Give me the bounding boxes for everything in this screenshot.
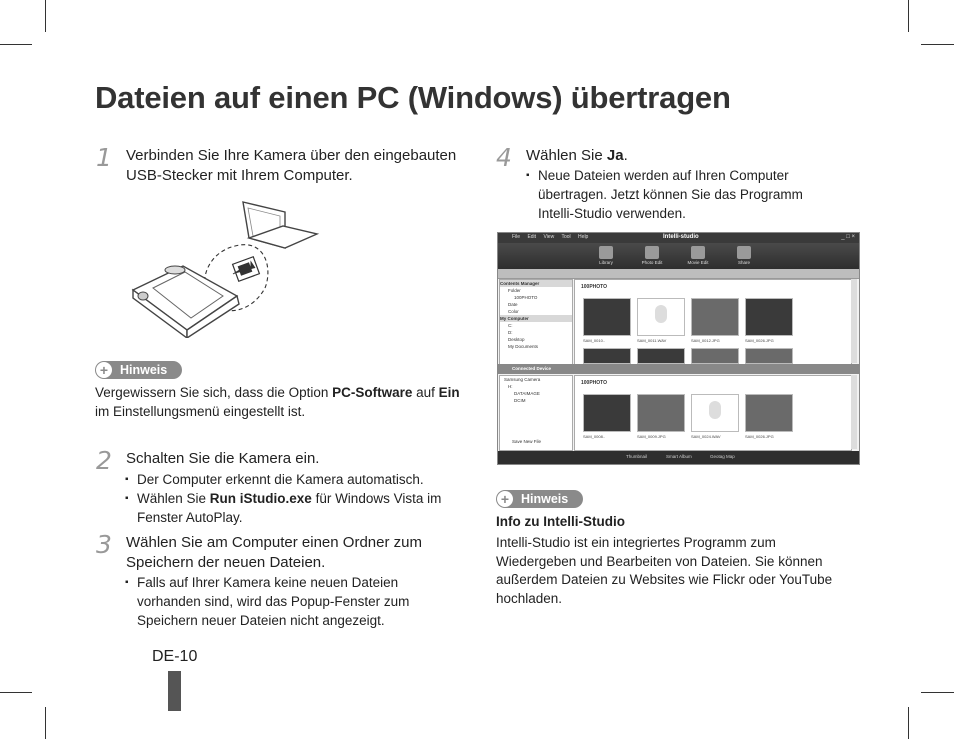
crop-mark [45,707,46,739]
toolbar-label: Share [737,260,750,265]
thumbnail-caption: SAM_0024.WAV [691,434,721,439]
library-icon [599,246,613,259]
thumbnail [583,348,631,364]
photo-edit-icon [645,246,659,259]
app-menu: File Edit View Tool Help [512,234,589,240]
thumbnail-area [574,279,852,365]
step-bold: Ja [606,147,624,164]
camera-laptop-illustration [125,198,325,338]
note-bold: PC-Software [332,385,413,400]
bullet-list [125,573,455,630]
thumbnail-caption: SAM_0026.JPG [745,338,774,343]
bullet-text-part: für Windows Vista im Fenster AutoPlay. [137,491,442,525]
microphone-icon [655,305,667,323]
thumbnail-caption: SAM_0009.JPG [637,434,666,439]
globe-icon [737,246,751,259]
crop-mark [921,692,954,693]
thumbnail [745,348,793,364]
thumbnail-caption: SAM_0026.JPG [745,434,774,439]
plus-icon: + [497,491,513,507]
note-badge-label: Hinweis [521,492,569,506]
crop-mark [908,0,909,32]
tree-item: D: [508,330,513,335]
tree-item: Samsung Camera [504,377,541,382]
step-number: 1 [96,143,112,172]
scrollbar [851,375,857,449]
step-text [526,146,856,166]
thumbnail-caption: SAM_0011.WAV [637,338,667,343]
thumbnail [583,394,631,432]
microphone-icon [709,401,721,419]
note-badge-label: Hinweis [120,363,168,377]
note-text-part: Vergewissern Sie sich, dass die Option [95,385,333,400]
thumbnail [745,298,793,336]
share-button [733,246,755,265]
step-text: Wählen Sie am Computer einen Ordner zum Speichern der neuen Dateien. [126,534,422,571]
movie-edit-icon [691,246,705,259]
intelli-studio-screenshot [497,232,860,465]
tree-item: Date [508,302,518,307]
step-text-part: . [623,147,628,164]
note-bold: Ein [438,385,460,400]
crop-mark [921,44,954,45]
note-text-part: im Einstellungsmenü eingestellt ist. [95,403,306,419]
toolbar-label: Photo Edit [641,260,663,265]
bullet-list [125,470,455,527]
tree-item: Color [508,309,519,314]
crop-mark [908,707,909,739]
thumbnail [745,394,793,432]
scrollbar [851,279,857,363]
folder-label: 100PHOTO [581,380,608,386]
thumbnail-caption: SAM_0010.. [583,338,606,343]
tree-item: 100PHOTO [514,295,538,300]
view-smart-album-label: Smart Album [666,454,692,459]
device-bar-label: Connected Device [512,366,552,371]
thumbnail [691,298,739,336]
window-buttons: _ □ × [841,234,855,240]
thumbnail-caption: SAM_0008.. [583,434,606,439]
bullet-text-part: Wählen Sie [137,491,210,506]
note-text [95,384,465,421]
thumbnail [637,348,685,364]
library-button [595,246,617,265]
crop-mark [45,0,46,32]
tree-item: DATAIMAGE [514,391,540,396]
thumbnail [583,298,631,336]
step-number: 4 [496,143,512,172]
app-bottombar [498,451,859,464]
tree-item: Save New File [512,439,542,444]
connected-device-bar [498,364,859,374]
thumbnail [691,348,739,364]
page-number: DE-10 [152,648,198,665]
app-subbar [498,269,859,279]
step-number: 3 [96,530,112,559]
thumbnail [637,298,685,336]
note-text-part: auf [412,385,439,400]
panel-heading: Contents Manager [500,280,572,287]
camera-icon [133,266,239,338]
view-geotag-label: Geotag Map [710,454,735,459]
step-text: Schalten Sie die Kamera ein. [126,450,320,467]
tree-item: Folder [508,288,521,293]
movie-edit-button [687,246,709,265]
crop-mark [0,44,32,45]
thumbnail-caption: SAM_0012.JPG [691,338,720,343]
folder-label: 100PHOTO [581,284,608,290]
app-title: Intelli-studio [663,234,699,240]
tree-item: My Documents [508,344,539,349]
note-heading: Info zu Intelli-Studio [496,514,625,529]
note-badge [95,361,182,379]
list-item: ▪ Neue Dateien werden auf Ihren Computer übertragen. Jetzt können Sie das Programm Intelli-Studio verwenden. [526,166,836,223]
thumbnail [691,394,739,432]
page-title: Dateien auf einen PC (Windows) übertragen [95,80,731,115]
page-tab-marker [168,671,181,711]
view-thumbnail-label: Thumbnail [626,454,648,459]
tree-item: DCIM [514,398,526,403]
contents-manager-panel [499,279,573,365]
bullet-list [526,166,836,223]
device-panel [499,375,573,451]
list-item: ▪ Falls auf Ihrer Kamera keine neuen Dateien vorhanden sind, wird das Popup-Fenster zum Speichern neuer Dateien nicht angezeigt. [125,573,455,630]
step-text: Verbinden Sie Ihre Kamera über den eingebauten USB-Stecker mit Ihrem Computer. [126,147,457,184]
list-item [125,489,455,527]
note-text: Intelli-Studio ist ein integriertes Programm zum Wiedergeben und Bearbeiten von Dateien. Sie können außerdem Dateien zu Websites wie Flickr oder YouTube hochladen. [496,535,833,606]
device-thumbnail-area [574,375,852,451]
app-titlebar [498,233,859,243]
app-toolbar [498,243,859,269]
step-number: 2 [96,446,112,475]
list-item: ▪ Der Computer erkennt die Kamera automatisch. [125,470,455,489]
thumbnail [637,394,685,432]
photo-edit-button [641,246,663,265]
usb-connector-icon [233,257,260,281]
tree-item: H: [508,384,513,389]
plus-icon: + [96,362,112,378]
crop-mark [0,692,32,693]
step-text-part: Wählen Sie [526,147,607,164]
tree-item: Desktop [508,337,525,342]
tree-item: C: [508,323,513,328]
toolbar-label: Movie Edit [687,260,709,265]
laptop-icon [243,202,317,248]
toolbar-label: Library [599,260,613,265]
bullet-bold: Run iStudio.exe [209,491,312,506]
tree-item: My Computer [500,315,572,322]
note-badge [496,490,583,508]
